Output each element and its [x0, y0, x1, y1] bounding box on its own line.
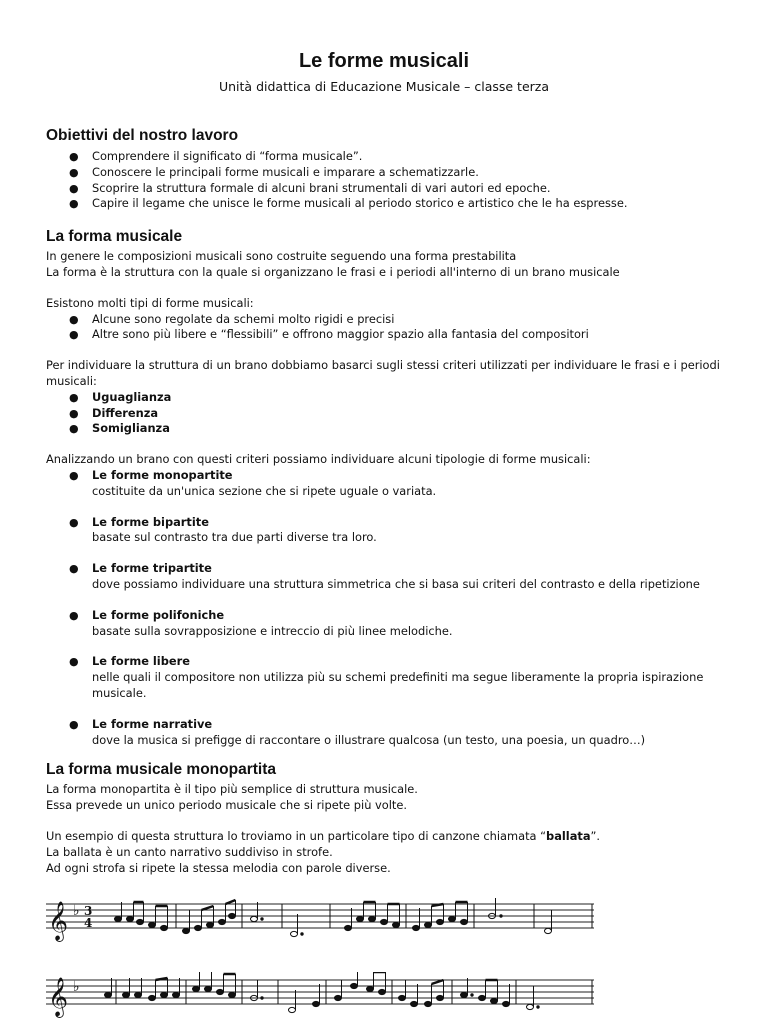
list-item: ● Le forme polifoniche basate sulla sovrapposizione e intreccio di più linee melodiche. — [69, 607, 453, 638]
list-item: ● Alcune sono regolate da schemi molto rigidi e precisi — [69, 311, 395, 326]
list-item: ● Le forme monopartite costituite da un'unica sezione che si ripete uguale o variata. — [69, 467, 437, 498]
list-item: ● Le forme narrative dove la musica si prefigge di raccontare o illustrare qualcosa (un testo, una poesia, un quadro…) — [69, 716, 646, 747]
bullet-icon: ● — [69, 717, 79, 731]
list-item: ● Altre sono più libere e “flessibili” e offrono maggior spazio alla fantasia del compositori — [69, 327, 589, 342]
bullet-icon: ● — [69, 515, 79, 529]
bullet-icon: ● — [69, 181, 79, 195]
forma-intro-1: In genere le composizioni musicali sono costruite seguendo una forma prestabilita — [46, 249, 517, 264]
list-item: ● Uguaglianza — [69, 389, 172, 404]
list-item: ● Conoscere le principali forme musicali e imparare a schematizzarle. — [69, 164, 479, 179]
bullet-icon: ● — [69, 390, 79, 404]
bullet-icon: ● — [69, 562, 79, 576]
bullet-icon: ● — [69, 655, 79, 669]
monopartita-line-5: Ad ogni strofa si ripete la stessa melodia con parole diverse. — [46, 860, 391, 875]
list-item: ● Somiglianza — [69, 421, 170, 436]
bullet-icon: ● — [69, 165, 79, 179]
music-staff-1 — [46, 896, 594, 944]
objectives-list — [46, 149, 726, 212]
typologies-intro: Analizzando un brano con questi criteri possiamo individuare alcuni tipologie di forme musicali: — [46, 452, 591, 467]
bullet-icon: ● — [69, 406, 79, 420]
criteria-list — [46, 390, 726, 437]
bullet-icon: ● — [69, 468, 79, 482]
list-item: ● Le forme bipartite basate sul contrasto tra due parti diverse tra loro. — [69, 514, 377, 545]
time-signature-top: 3 — [84, 904, 93, 918]
monopartita-line-1: La forma monopartita è il tipo più semplice di struttura musicale. — [46, 782, 418, 797]
treble-clef-icon: 𝄞 — [48, 901, 69, 941]
list-item: ● Le forme libere nelle quali il compositore non utilizza più su schemi predefiniti ma segue liberamente la propria ispirazione musicale. — [69, 654, 704, 700]
forma-intro-2: La forma è la struttura con la quale si organizzano le frasi e i periodi all'interno di un brano musicale — [46, 264, 620, 279]
flat-icon: ♭ — [73, 979, 80, 995]
list-item: ● Capire il legame che unisce le forme musicali al periodo storico e artistico che le ha espresse. — [69, 196, 628, 211]
bullet-icon: ● — [69, 312, 79, 326]
list-item: ● Differenza — [69, 405, 159, 420]
bullet-icon: ● — [69, 197, 79, 211]
flat-icon: ♭ — [73, 903, 80, 919]
monopartita-line-3: Un esempio di questa struttura lo troviamo in un particolare tipo di canzone chiamata “ballata”. — [46, 828, 601, 843]
typologies-list — [46, 468, 726, 748]
types-intro: Esistono molti tipi di forme musicali: — [46, 295, 254, 310]
bullet-icon: ● — [69, 422, 79, 436]
bullet-icon: ● — [69, 608, 79, 622]
criteria-intro: Per individuare la struttura di un brano dobbiamo basarci sugli stessi criteri utilizzati per individuare le frasi e i periodi musicali: — [46, 358, 720, 388]
page-title: Le forme musicali — [298, 50, 470, 72]
treble-clef-icon: 𝄞 — [48, 977, 69, 1017]
bullet-icon: ● — [69, 328, 79, 342]
bullet-icon: ● — [69, 150, 79, 163]
monopartita-line-2: Essa prevede un unico periodo musicale che si ripete più volte. — [46, 798, 408, 813]
types-list — [46, 312, 726, 344]
monopartita-line-4: La ballata è un canto narrativo suddiviso in strofe. — [46, 844, 333, 859]
music-staff-2 — [46, 972, 594, 1020]
time-signature-bottom: 4 — [84, 916, 93, 930]
list-item: ● Le forme tripartite dove possiamo individuare una struttura simmetrica che si basa sui criteri del contrasto e della ripetizione — [69, 561, 700, 591]
monopartita-heading: La forma musicale monopartita — [46, 761, 276, 779]
list-item: ● Comprendere il significato di “forma musicale”. — [69, 149, 363, 163]
forma-heading: La forma musicale — [46, 228, 183, 246]
objectives-heading: Obiettivi del nostro lavoro — [46, 127, 239, 144]
list-item: ● Scoprire la struttura formale di alcuni brani strumentali di vari autori ed epoche. — [69, 180, 551, 195]
page-subtitle: Unità didattica di Educazione Musicale – classe terza — [218, 79, 550, 94]
document-body — [46, 126, 726, 876]
